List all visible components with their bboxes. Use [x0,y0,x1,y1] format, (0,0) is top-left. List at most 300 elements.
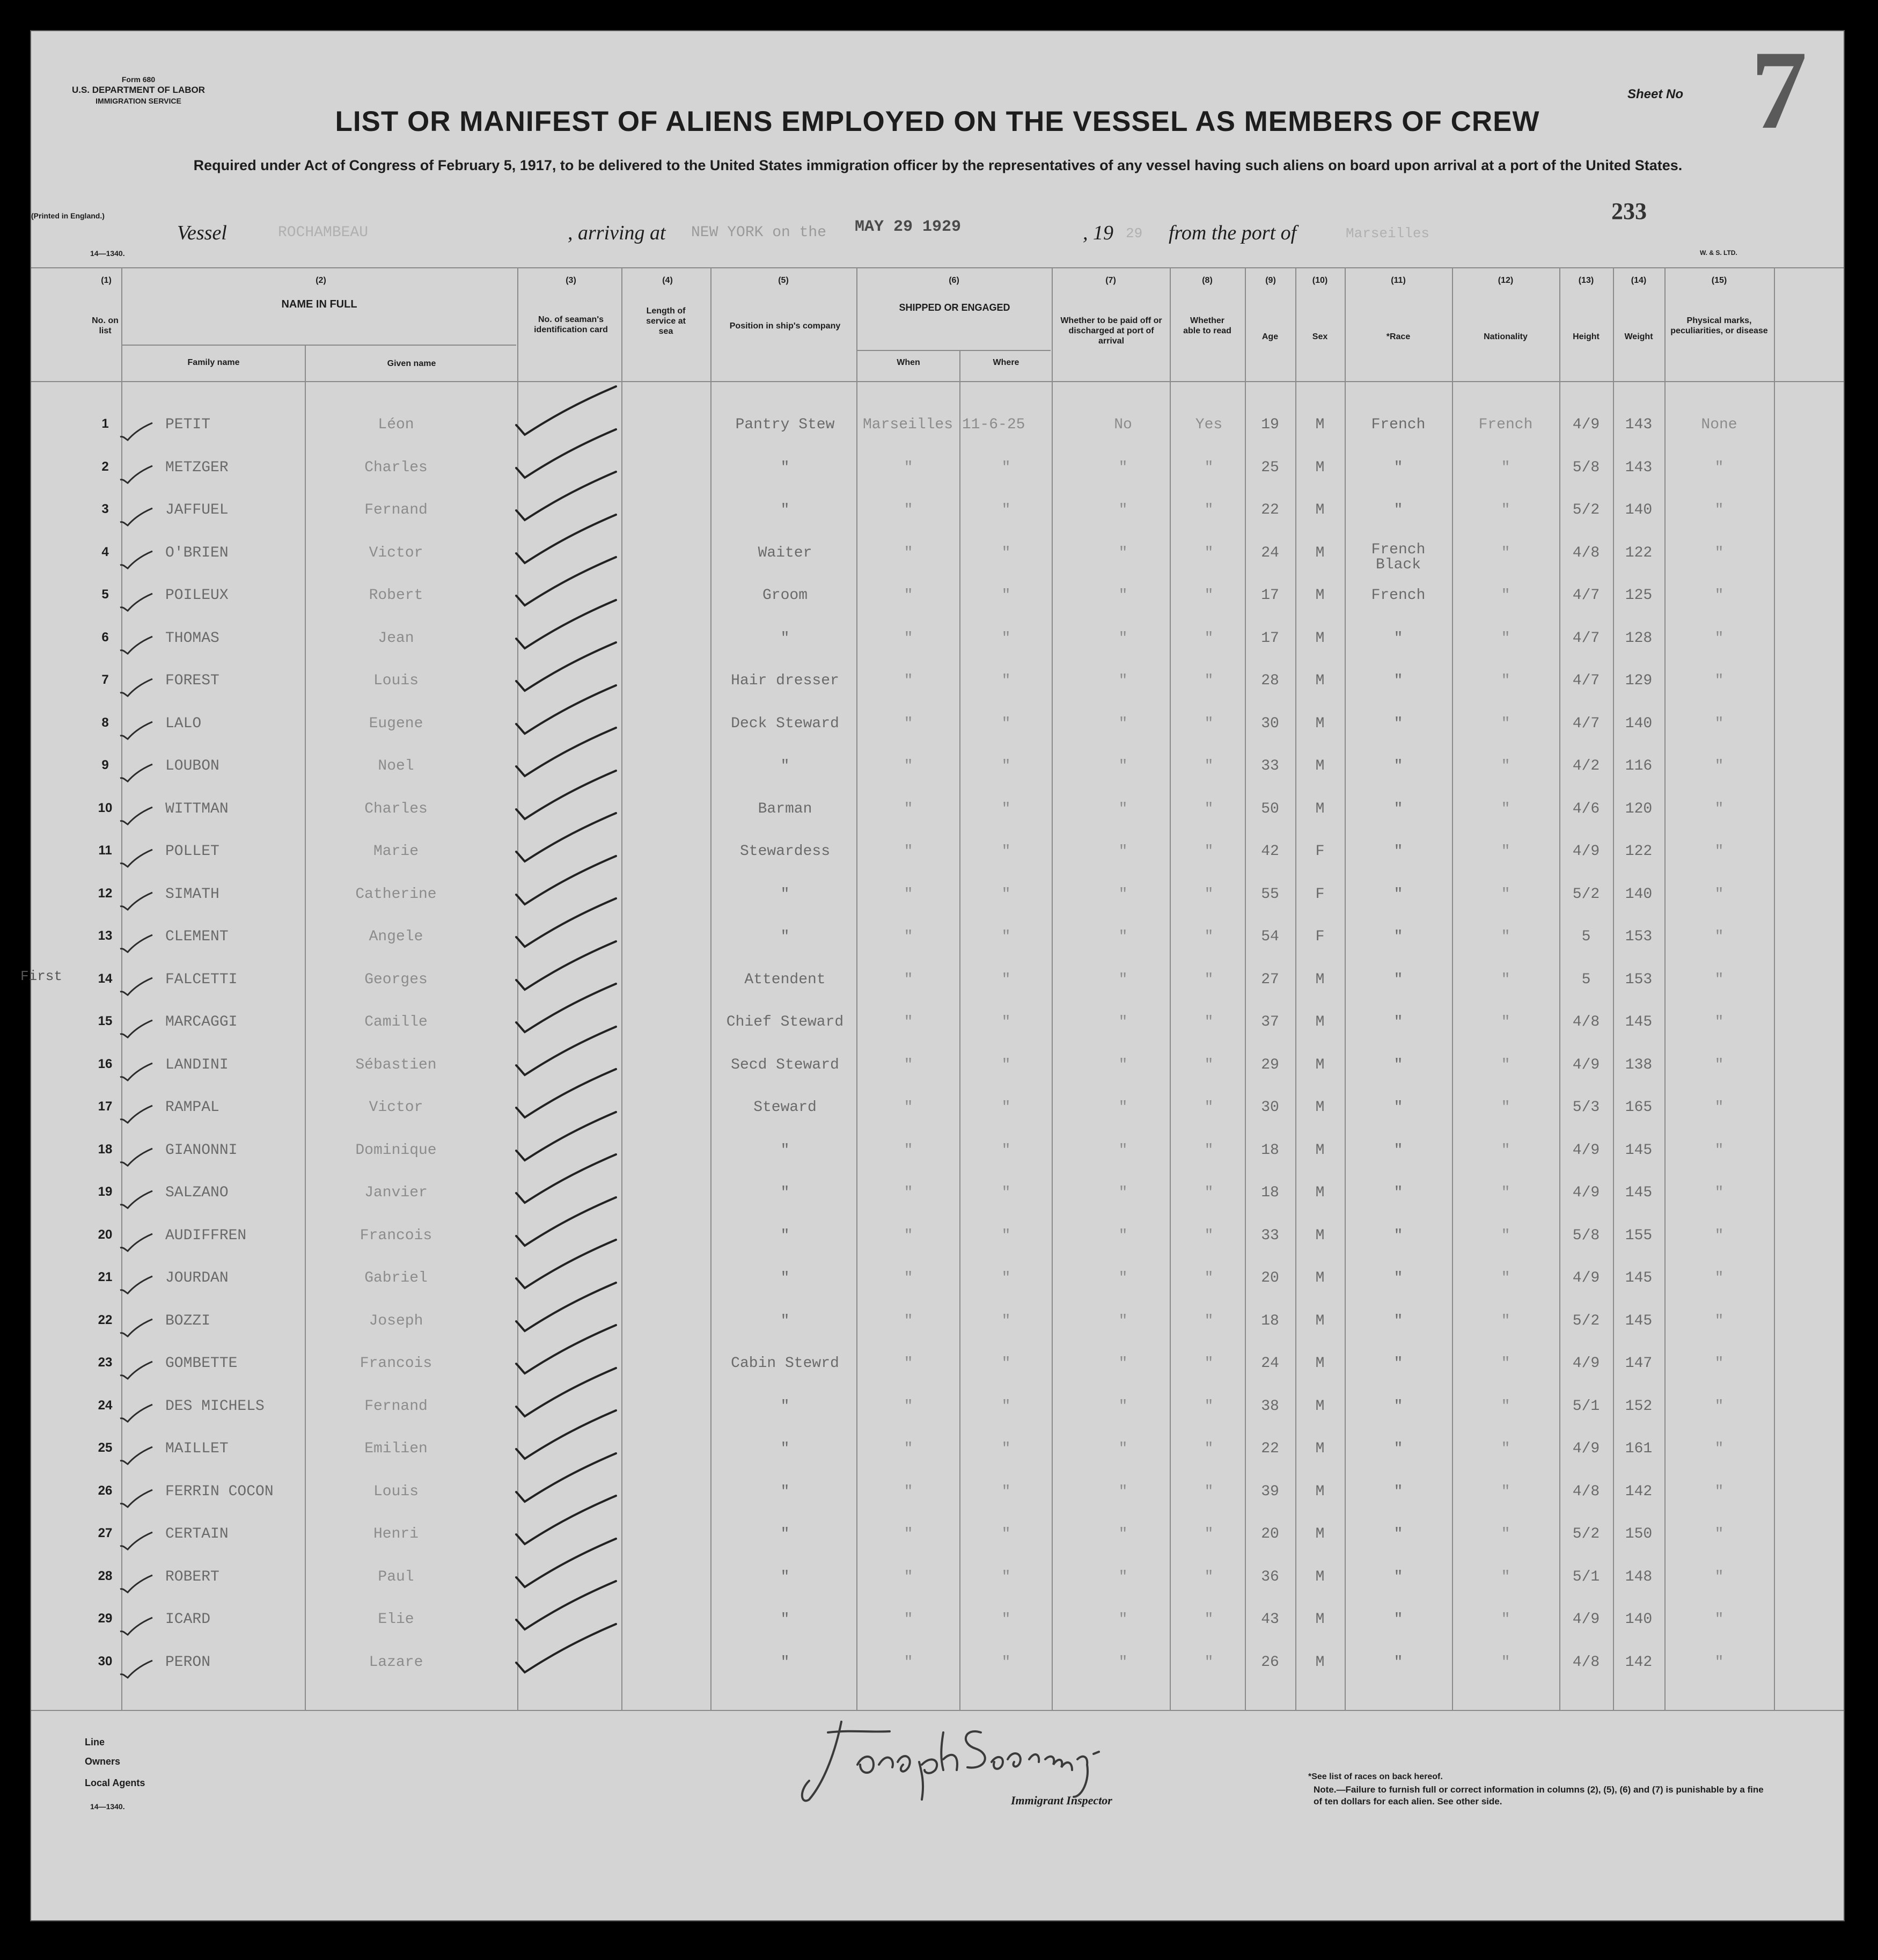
physical-marks: " [1714,587,1724,604]
table-row [31,886,1844,928]
col-head-card: No. of seaman's identification card [534,315,608,334]
physical-marks: " [1714,459,1724,476]
row-number: 8 [101,715,109,730]
nationality: " [1501,1654,1510,1671]
department: U.S. DEPARTMENT OF LABOR [71,85,206,95]
family-name: JOURDAN [165,1270,229,1286]
weight: 153 [1625,971,1653,988]
col-head-when: When [897,358,920,367]
check-icon [118,933,156,954]
row-number: 6 [101,630,109,645]
age: 22 [1261,1440,1279,1457]
height: 4/7 [1572,630,1600,647]
row-number: 18 [98,1142,113,1157]
height: 4/7 [1572,715,1600,732]
race: " [1393,1142,1403,1159]
sex: M [1315,1227,1325,1244]
check-icon [118,1018,156,1040]
height: 5/2 [1572,886,1600,903]
table-row [31,1014,1844,1056]
nationality: French [1478,416,1533,433]
age: 17 [1261,630,1279,647]
row-number: 12 [98,886,113,901]
able-to-read: " [1204,587,1214,604]
sex: M [1315,1440,1325,1457]
race: " [1393,971,1403,988]
col-head-shipped: SHIPPED OR ENGAGED [899,302,1010,313]
sex: M [1315,1142,1325,1159]
paid-off: " [1118,1184,1128,1201]
family-name: FOREST [165,672,219,689]
paid-off: " [1118,1355,1128,1372]
col-head-family: Family name [187,358,240,367]
col-head-read: Whether able to read [1183,316,1231,335]
sex: M [1315,630,1325,647]
race: " [1393,1483,1403,1500]
nationality: " [1501,1611,1510,1628]
physical-marks: " [1714,800,1724,817]
paid-off: " [1118,587,1128,604]
given-name: Louis [373,1483,419,1500]
able-to-read: " [1204,1184,1214,1201]
note-fine: Note.—Failure to furnish full or correct information in columns (2), (5), (6) and (7) is punishable by a fine of ten dollars for each alien. See other side. [1314,1785,1764,1807]
sex: M [1315,502,1325,518]
physical-marks: " [1714,1483,1724,1500]
height: 4/2 [1572,758,1600,774]
nationality: " [1501,1142,1510,1159]
shipped-when: " [904,459,913,476]
row-number: 22 [98,1312,113,1327]
position: " [780,758,790,774]
paid-off: " [1118,758,1128,774]
footer-agents-label: Local Agents [85,1778,145,1788]
age: 33 [1261,758,1279,774]
physical-marks: " [1714,1440,1724,1457]
col-number: (7) [1105,276,1116,285]
page-title: LIST OR MANIFEST OF ALIENS EMPLOYED ON THE VESSEL AS MEMBERS OF CREW [335,106,1540,137]
shipped-when: " [904,971,913,988]
sex: M [1315,1483,1325,1500]
height: 4/8 [1572,544,1600,561]
row-number: 5 [101,587,109,602]
row-number: 15 [98,1014,113,1028]
physical-marks: " [1714,1611,1724,1628]
paid-off: " [1118,715,1128,732]
race: " [1393,1440,1403,1457]
height: 5/2 [1572,1312,1600,1329]
race: " [1393,1611,1403,1628]
table-row [31,1142,1844,1184]
family-name: BOZZI [165,1312,211,1329]
weight: 143 [1625,416,1653,433]
age: 20 [1261,1270,1279,1286]
able-to-read: " [1204,1398,1214,1415]
given-name: Léon [378,416,414,433]
race: " [1393,1270,1403,1286]
sex: M [1315,800,1325,817]
shipped-where: " [1001,715,1011,732]
check-icon [118,549,156,571]
shipped-where: " [1001,1270,1011,1286]
race: " [1393,459,1403,476]
weight: 152 [1625,1398,1653,1415]
able-to-read: " [1204,1611,1214,1628]
age: 30 [1261,1099,1279,1116]
race: " [1393,1654,1403,1671]
shipped-where: " [1001,843,1011,860]
inspector-signature [777,1700,1153,1808]
shipped-when: " [904,1483,913,1500]
physical-marks: " [1714,1014,1724,1030]
shipped-when: " [904,1568,913,1585]
age: 18 [1261,1142,1279,1159]
position: Steward [753,1099,817,1116]
position: " [780,1526,790,1542]
sheet-number: 7 [1751,28,1807,152]
form-number: Form 680 [121,75,156,84]
col-head-paid: Whether to be paid off or discharged at port of arrival [1060,316,1162,346]
sex: M [1315,715,1325,732]
nationality: " [1501,1014,1510,1030]
col-number: (2) [316,276,326,285]
col-head-age: Age [1261,332,1279,341]
physical-marks: " [1714,1142,1724,1159]
shipped-where: " [1001,1099,1011,1116]
able-to-read: " [1204,971,1214,988]
physical-marks: " [1714,630,1724,647]
height: 5/2 [1572,502,1600,518]
position: Waiter [758,544,812,561]
age: 19 [1261,416,1279,433]
table-row [31,971,1844,1014]
able-to-read: " [1204,1312,1214,1329]
shipped-when: " [904,1227,913,1244]
table-top-rule [31,267,1844,268]
shipped-when: " [904,1014,913,1030]
race: " [1393,1398,1403,1415]
given-name: Marie [373,843,419,860]
family-name: SIMATH [165,886,219,903]
margin-note: First [20,968,63,984]
shipped-when: " [904,1270,913,1286]
weight: 150 [1625,1526,1653,1542]
check-icon [118,677,156,698]
height: 4/9 [1572,1355,1600,1372]
age: 26 [1261,1654,1279,1671]
shipped-where: " [1001,1014,1011,1030]
nationality: " [1501,1270,1510,1286]
check-icon [118,1232,156,1253]
physical-marks: " [1714,1227,1724,1244]
position: " [780,630,790,647]
given-name: Henri [373,1526,419,1542]
family-name: POLLET [165,843,219,860]
paid-off: " [1118,1142,1128,1159]
age: 20 [1261,1526,1279,1542]
nationality: " [1501,971,1510,988]
nationality: " [1501,544,1510,561]
height: 4/7 [1572,672,1600,689]
header-bottom-rule [31,381,1844,382]
sex: F [1315,843,1325,860]
able-to-read: " [1204,1654,1214,1671]
able-to-read: " [1204,928,1214,945]
check-icon [118,1189,156,1210]
shipped-when: " [904,672,913,689]
family-name: GIANONNI [165,1142,238,1159]
weight: 145 [1625,1270,1653,1286]
nationality: " [1501,843,1510,860]
position: " [780,1440,790,1457]
row-number: 10 [98,800,113,815]
physical-marks: " [1714,715,1724,732]
weight: 138 [1625,1056,1653,1073]
shipped-when: " [904,1526,913,1542]
col-number: (5) [778,276,789,285]
nationality: " [1501,1398,1510,1415]
table-row [31,1099,1844,1142]
name-split-rule [122,345,516,346]
shipped-when: " [904,1440,913,1457]
paid-off: " [1118,1227,1128,1244]
race: " [1393,1568,1403,1585]
paid-off: " [1118,1611,1128,1628]
service: IMMIGRATION SERVICE [96,97,181,105]
physical-marks: " [1714,1312,1724,1329]
nationality: " [1501,715,1510,732]
race: French [1371,587,1426,604]
height: 5 [1581,971,1591,988]
shipped-when: " [904,1398,913,1415]
height: 5/2 [1572,1526,1600,1542]
weight: 142 [1625,1654,1653,1671]
given-name: Robert [369,587,423,604]
race: " [1393,800,1403,817]
position: " [780,1654,790,1671]
paid-off: " [1118,971,1128,988]
shipped-when: " [904,715,913,732]
weight: 143 [1625,459,1653,476]
nationality: " [1501,886,1510,903]
shipped-where: " [1001,1227,1011,1244]
shipped-where: " [1001,459,1011,476]
table-row [31,1313,1844,1355]
able-to-read: " [1204,886,1214,903]
note-races: *See list of races on back hereof. [1308,1772,1443,1781]
check-icon [118,421,156,442]
family-name: DES MICHELS [165,1398,265,1415]
col-number: (14) [1631,276,1647,285]
able-to-read: " [1204,459,1214,476]
shipped-when: " [904,800,913,817]
position: Cabin Stewrd [731,1355,839,1372]
physical-marks: " [1714,886,1724,903]
row-number: 24 [98,1398,113,1413]
sex: M [1315,971,1325,988]
row-number: 28 [98,1568,113,1583]
sex: M [1315,1654,1325,1671]
shipped-when: " [904,1312,913,1329]
nationality: " [1501,928,1510,945]
able-to-read: " [1204,1227,1214,1244]
table-row [31,715,1844,758]
sex: M [1315,1611,1325,1628]
height: 4/9 [1572,843,1600,860]
weight: 129 [1625,672,1653,689]
footer-form-code: 14—1340. [90,1802,125,1811]
nationality: " [1501,1483,1510,1500]
position: " [780,1184,790,1201]
physical-marks: " [1714,1398,1724,1415]
year-label: , 19 [1083,222,1113,244]
paid-off: " [1118,1099,1128,1116]
table-row [31,801,1844,843]
able-to-read: " [1204,1142,1214,1159]
row-number: 27 [98,1526,113,1540]
able-to-read: " [1204,544,1214,561]
check-icon [118,847,156,869]
check-icon [118,805,156,827]
row-number: 20 [98,1227,113,1242]
arriving-port: NEW YORK on the [691,224,827,241]
row-number: 3 [101,502,109,516]
shipped-where: " [1001,630,1011,647]
height: 5/3 [1572,1099,1600,1116]
height: 4/9 [1572,416,1600,433]
shipped-where: " [1001,928,1011,945]
check-icon [118,1402,156,1424]
row-number: 1 [101,416,109,431]
nationality: " [1501,672,1510,689]
weight: 122 [1625,843,1653,860]
given-name: Janvier [364,1184,428,1201]
table-row [31,1440,1844,1483]
family-name: LANDINI [165,1056,229,1073]
table-row [31,502,1844,544]
race: " [1393,715,1403,732]
row-number: 2 [101,459,109,474]
able-to-read: " [1204,1526,1214,1542]
height: 4/9 [1572,1184,1600,1201]
given-name: Noel [378,758,414,774]
race: " [1393,1227,1403,1244]
weight: 148 [1625,1568,1653,1585]
race: " [1393,1526,1403,1542]
check-icon [118,976,156,997]
sex: M [1315,416,1325,433]
nationality: " [1501,1355,1510,1372]
inspector-label: Immigrant Inspector [1011,1794,1112,1807]
weight: 155 [1625,1227,1653,1244]
able-to-read: Yes [1195,416,1223,433]
race: " [1393,843,1403,860]
position: " [780,1227,790,1244]
from-label: from the port of [1169,222,1297,244]
weight: 122 [1625,544,1653,561]
weight: 116 [1625,758,1653,774]
shipped-where: " [1001,672,1011,689]
position: Secd Steward [731,1056,839,1073]
check-icon [118,1445,156,1466]
nationality: " [1501,1184,1510,1201]
age: 22 [1261,502,1279,518]
able-to-read: " [1204,1270,1214,1286]
printed-note: (Printed in England.) [31,211,105,220]
able-to-read: " [1204,1355,1214,1372]
shipped-when: " [904,587,913,604]
height: 5/8 [1572,1227,1600,1244]
race: " [1393,630,1403,647]
age: 18 [1261,1312,1279,1329]
given-name: Jean [378,630,414,647]
table-row [31,1355,1844,1398]
col-number: (6) [949,276,959,285]
table-row [31,1654,1844,1696]
family-name: FALCETTI [165,971,238,988]
weight: 153 [1625,928,1653,945]
row-number: 7 [101,672,109,687]
weight: 128 [1625,630,1653,647]
given-name: Catherine [355,886,437,903]
race: " [1393,1184,1403,1201]
shipped-where: " [1001,1184,1011,1201]
table-row [31,630,1844,672]
physical-marks: " [1714,1355,1724,1372]
given-name: Emilien [364,1440,428,1457]
row-number: 26 [98,1483,113,1498]
paid-off: " [1118,1398,1128,1415]
family-name: PETIT [165,416,211,433]
physical-marks: " [1714,928,1724,945]
vessel-name: ROCHAMBEAU [278,224,369,241]
race: " [1393,1056,1403,1073]
shipped-when: " [904,1056,913,1073]
given-name: Charles [364,800,428,817]
age: 42 [1261,843,1279,860]
check-icon [118,1317,156,1339]
row-number: 30 [98,1654,113,1669]
shipped-where: " [1001,544,1011,561]
weight: 147 [1625,1355,1653,1372]
age: 36 [1261,1568,1279,1585]
shipped-where: " [1001,1611,1011,1628]
col-head-where: Where [993,358,1019,367]
physical-marks: " [1714,502,1724,518]
row-number: 29 [98,1611,113,1626]
shipped-where: " [1001,1056,1011,1073]
check-icon [118,634,156,656]
paid-off: " [1118,1440,1128,1457]
table-row [31,1057,1844,1099]
age: 30 [1261,715,1279,732]
given-name: Lazare [369,1654,423,1671]
given-name: Gabriel [364,1270,428,1286]
age: 27 [1261,971,1279,988]
paid-off: " [1118,630,1128,647]
shipped-where: " [1001,1440,1011,1457]
shipped-where: " [1001,1526,1011,1542]
paid-off: " [1118,1270,1128,1286]
manifest-sheet [20,28,1845,1921]
paid-off: " [1118,544,1128,561]
check-icon [118,1103,156,1125]
shipped-when: " [904,1099,913,1116]
footer-owners-label: Owners [85,1756,121,1767]
nationality: " [1501,587,1510,604]
nationality: " [1501,1568,1510,1585]
age: 39 [1261,1483,1279,1500]
col-head-race: *Race [1386,332,1411,341]
